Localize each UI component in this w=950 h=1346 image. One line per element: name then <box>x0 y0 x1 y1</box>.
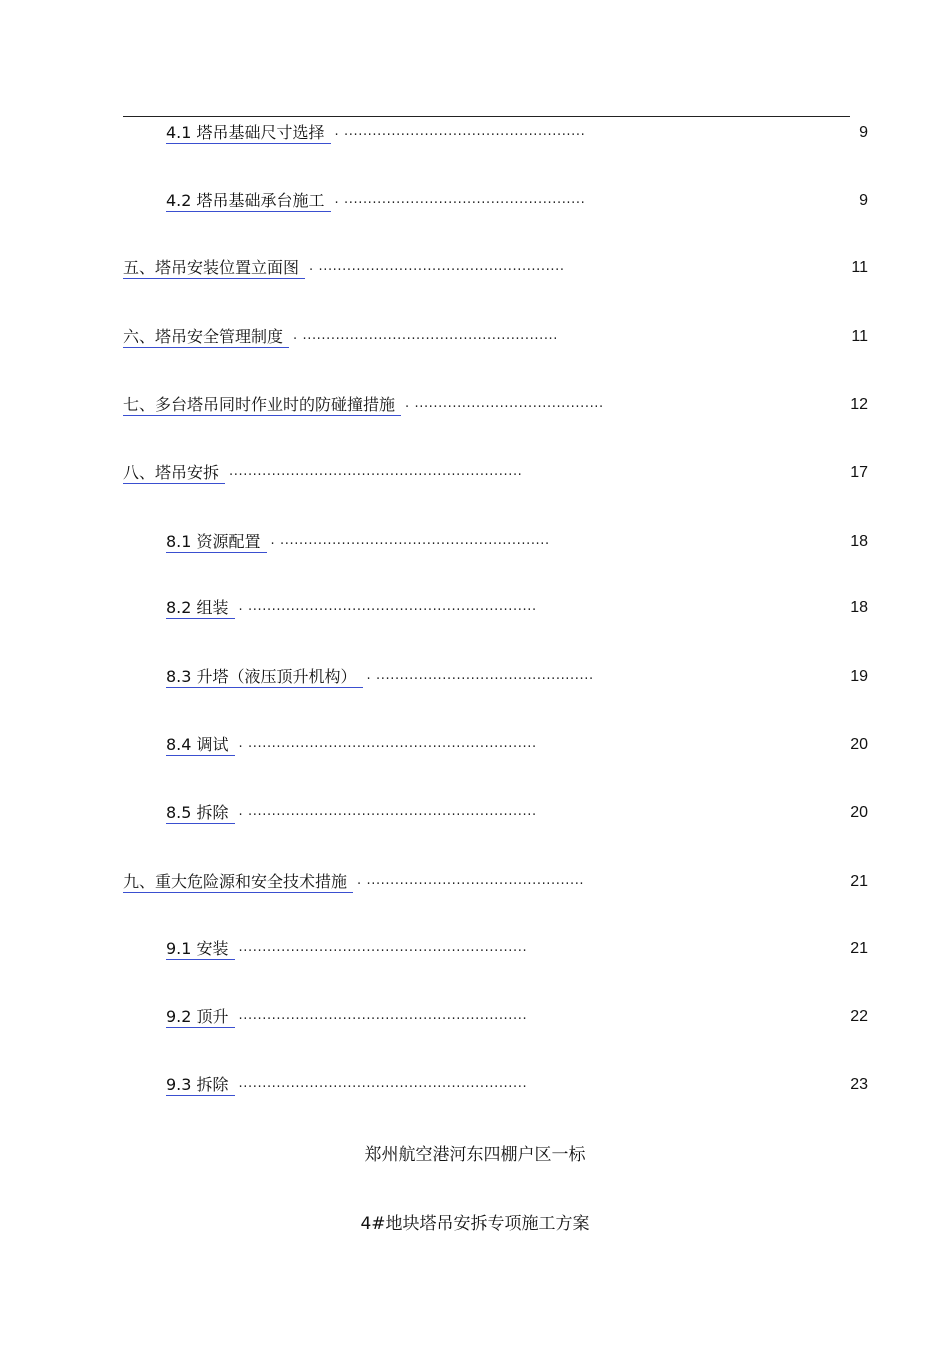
toc-entry <box>0 530 950 554</box>
toc-entry-title: 八、塔吊安拆 <box>123 463 225 484</box>
toc-entry-title: 4.1 塔吊基础尺寸选择 <box>166 123 331 144</box>
toc-entry-title: 8.1 资源配置 <box>166 532 267 553</box>
toc-page-number: 11 <box>851 328 868 345</box>
toc-entry-title: 六、塔吊安全管理制度 <box>123 327 289 348</box>
toc-page-number: 12 <box>850 396 868 413</box>
toc-page-number: 21 <box>850 873 868 890</box>
toc-link[interactable] <box>166 530 550 554</box>
toc-leader-dots: . ......................................................... <box>270 533 550 548</box>
toc-entry <box>0 801 950 825</box>
toc-entry-title: 4.2 塔吊基础承台施工 <box>166 191 331 212</box>
toc-entry <box>0 937 950 961</box>
toc-entry <box>0 665 950 689</box>
toc-leader-dots: .............................................................. <box>229 464 523 479</box>
document-footer-title: 4#地块塔吊安拆专项施工方案 <box>360 1214 590 1234</box>
toc-link[interactable] <box>166 596 537 620</box>
toc-page-number: 20 <box>850 736 868 753</box>
toc-link[interactable] <box>166 121 585 145</box>
toc-page-number: 18 <box>850 533 868 550</box>
toc-entry <box>0 596 950 620</box>
toc-entry <box>0 189 950 213</box>
toc-leader-dots: . ........................................ <box>405 396 604 411</box>
toc-page-number: 18 <box>850 599 868 616</box>
toc-entry <box>0 121 950 145</box>
toc-link[interactable] <box>123 325 558 349</box>
toc-link[interactable] <box>166 189 585 213</box>
toc-entry <box>0 325 950 349</box>
toc-leader-dots: ............................................................. <box>238 1076 528 1091</box>
toc-link[interactable] <box>166 1005 527 1029</box>
toc-leader-dots: . ...................................................... <box>293 328 559 343</box>
toc-page-number: 22 <box>850 1008 868 1025</box>
toc-page-number: 9 <box>859 124 868 141</box>
toc-link[interactable] <box>123 393 604 417</box>
toc-leader-dots: . .............................................. <box>366 668 594 683</box>
toc-entry <box>0 733 950 757</box>
toc-page-number: 21 <box>850 940 868 957</box>
toc-leader-dots: . .................................................... <box>309 259 565 274</box>
toc-entry-title: 8.2 组装 <box>166 598 235 619</box>
toc-leader-dots: ............................................................. <box>238 940 528 955</box>
toc-leader-dots: . ............................................................. <box>238 804 537 819</box>
toc-leader-dots: . ............................................................. <box>238 599 537 614</box>
toc-link[interactable] <box>123 461 522 485</box>
toc-leader-dots: . ................................................... <box>334 192 586 207</box>
toc-link[interactable] <box>123 256 565 280</box>
toc-page-number: 11 <box>851 259 868 276</box>
toc-entry <box>0 393 950 417</box>
toc-link[interactable] <box>166 801 537 825</box>
toc-entry-title: 8.5 拆除 <box>166 803 235 824</box>
toc-entry-title: 九、重大危险源和安全技术措施 <box>123 872 353 893</box>
toc-link[interactable] <box>166 937 527 961</box>
toc-entry <box>0 1005 950 1029</box>
toc-link[interactable] <box>166 665 594 689</box>
toc-link[interactable] <box>166 733 537 757</box>
toc-entry <box>0 1073 950 1097</box>
toc-link[interactable] <box>123 870 584 894</box>
toc-entry-title: 七、多台塔吊同时作业时的防碰撞措施 <box>123 395 401 416</box>
toc-page-number: 17 <box>850 464 868 481</box>
toc-leader-dots: . ............................................................. <box>238 736 537 751</box>
toc-page-number: 20 <box>850 804 868 821</box>
toc-entry-title: 8.3 升塔（液压顶升机构） <box>166 667 363 688</box>
toc-entry <box>0 256 950 280</box>
toc-entry <box>0 870 950 894</box>
toc-link[interactable] <box>166 1073 527 1097</box>
toc-entry-title: 8.4 调试 <box>166 735 235 756</box>
document-footer-project: 郑州航空港河东四棚户区一标 <box>364 1145 586 1165</box>
toc-page-number: 19 <box>850 668 868 685</box>
toc-page-number: 9 <box>859 192 868 209</box>
toc-leader-dots: . ................................................... <box>334 124 586 139</box>
toc-entry-title: 9.2 顶升 <box>166 1007 235 1028</box>
toc-entry <box>0 461 950 485</box>
toc-entry-title: 9.3 拆除 <box>166 1075 235 1096</box>
toc-entry-title: 五、塔吊安装位置立面图 <box>123 258 305 279</box>
toc-page-number: 23 <box>850 1076 868 1093</box>
toc-leader-dots: ............................................................. <box>238 1008 528 1023</box>
toc-entry-title: 9.1 安装 <box>166 939 235 960</box>
toc-leader-dots: . .............................................. <box>357 873 585 888</box>
